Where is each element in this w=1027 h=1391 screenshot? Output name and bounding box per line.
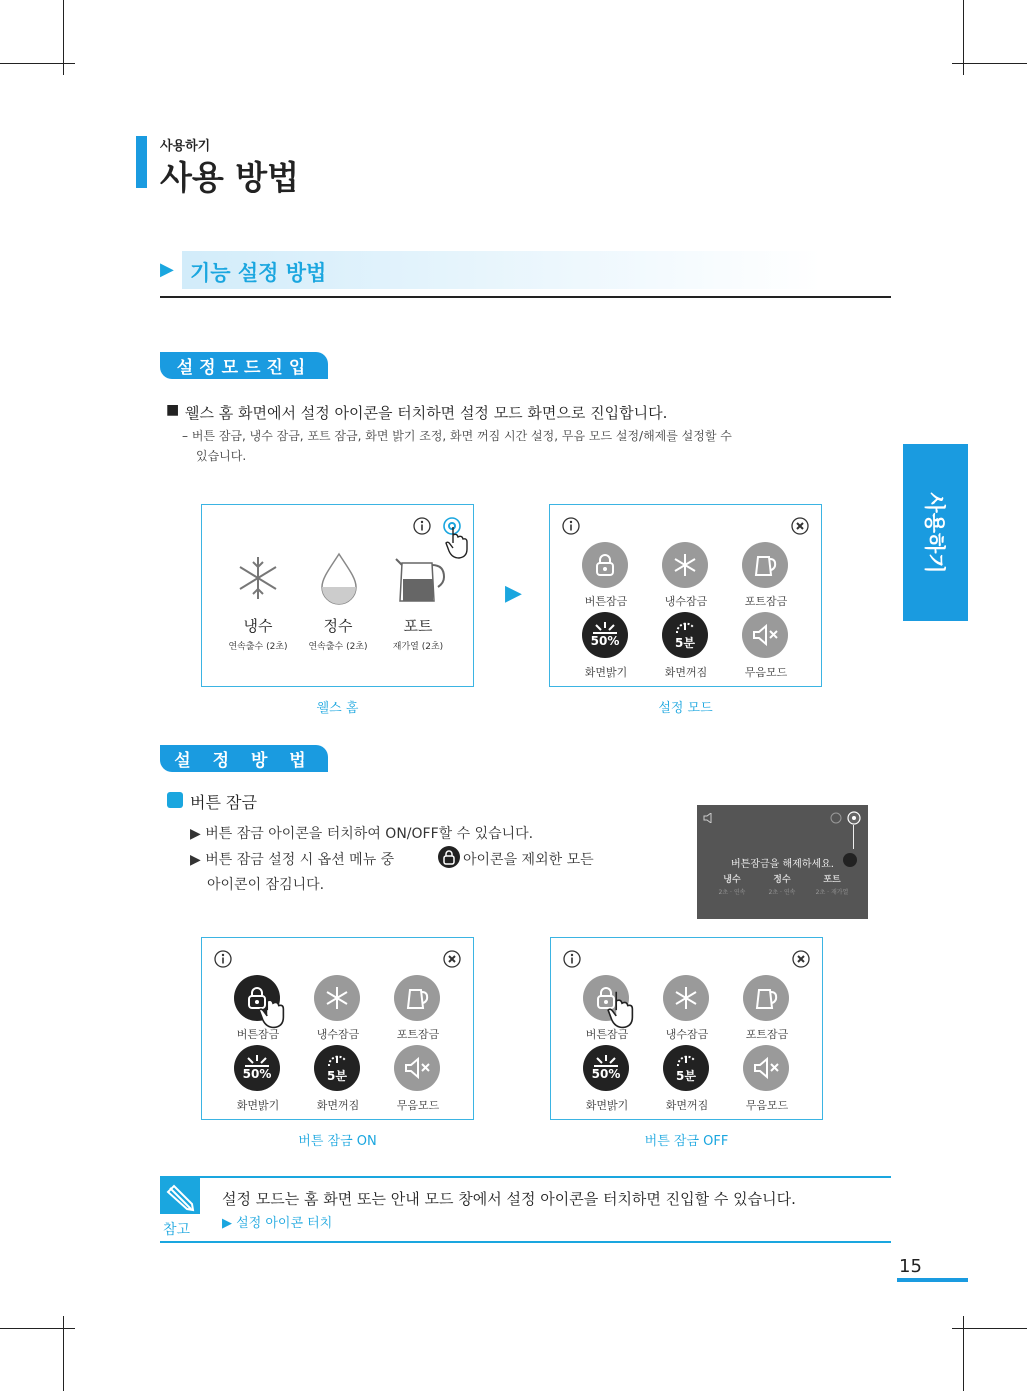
kettle-icon — [753, 985, 779, 1011]
lock-label: 버튼잠금 — [585, 1028, 629, 1041]
speaker-mute-icon — [403, 1056, 431, 1080]
home-item-cold-name: 냉수 — [243, 617, 273, 635]
lock-label: 버튼잠금 — [236, 1028, 280, 1041]
pot-lock-label: 포트잠금 — [745, 1028, 789, 1041]
page-number-bar — [897, 1278, 968, 1282]
home-item-cold-sub: 연속출수 (2초) — [228, 642, 288, 652]
cold-lock-label: 냉수잠금 — [664, 595, 708, 608]
screen-off-label: 화면꺼짐 — [664, 666, 708, 679]
dark-item-name: 냉수 — [723, 875, 741, 885]
pencil-icon — [160, 1178, 200, 1214]
note-bottom-rule — [160, 1241, 891, 1243]
note-sub: ▶ 설정 아이콘 터치 — [222, 1216, 333, 1231]
info-icon — [830, 812, 842, 824]
water-drop-icon — [318, 551, 360, 605]
header-category: 사용하기 — [160, 139, 211, 154]
snowflake-icon — [673, 985, 699, 1011]
crop-mark — [952, 63, 1027, 64]
note-text: 설정 모드는 홈 화면 또는 안내 모드 창에서 설정 아이콘을 터치하면 진입할 수 있습니다. — [222, 1190, 796, 1208]
lock-off-caption: 버튼 잠금 OFF — [644, 1134, 729, 1149]
info-icon[interactable] — [563, 950, 581, 968]
info-icon[interactable] — [413, 517, 431, 535]
lock-on-caption: 버튼 잠금 ON — [298, 1134, 377, 1149]
kettle-icon — [404, 985, 430, 1011]
lock-label: 버튼잠금 — [584, 595, 628, 608]
page-number: 15 — [899, 1256, 922, 1277]
brightness-label: 화면밝기 — [585, 1099, 629, 1112]
cold-lock-button[interactable] — [663, 975, 709, 1021]
screen-off-label: 화면꺼짐 — [316, 1099, 360, 1112]
pot-lock-button[interactable] — [743, 975, 789, 1021]
speaker-mute-icon — [752, 1056, 780, 1080]
settings-icon — [847, 811, 861, 825]
page-title: 사용 방법 — [160, 158, 300, 197]
hand-pointer-icon — [607, 988, 637, 1030]
header-accent-bar — [136, 136, 147, 188]
home-item-pot-name: 포트 — [403, 617, 433, 635]
enter-mode-sub-1: – 버튼 잠금, 냉수 잠금, 포트 잠금, 화면 밝기 조정, 화면 꺼짐 시간 설정, 무음 모드 설정/해제를 설정할 수 — [182, 429, 732, 443]
mute-label: 무음모드 — [744, 666, 788, 679]
cold-lock-label: 냉수잠금 — [316, 1028, 360, 1041]
close-icon[interactable] — [791, 517, 809, 535]
screen-off-label: 화면꺼짐 — [665, 1099, 709, 1112]
kettle-icon — [394, 551, 450, 605]
locked-screen-preview — [697, 805, 868, 919]
settings-screen — [549, 504, 822, 687]
brightness-button[interactable] — [583, 1045, 629, 1091]
brightness-label: 화면밝기 — [584, 666, 628, 679]
screen-off-value: 5분 — [676, 1068, 696, 1083]
sun-icon — [594, 1055, 618, 1067]
home-caption: 웰스 홈 — [316, 701, 359, 716]
mute-button[interactable] — [743, 1045, 789, 1091]
kettle-icon — [752, 552, 778, 578]
timer-icon — [675, 1053, 697, 1067]
brightness-value: 50% — [590, 634, 620, 648]
screen-off-button[interactable] — [662, 612, 708, 658]
crop-mark — [952, 1328, 1027, 1329]
sun-icon — [245, 1055, 269, 1067]
screen-off-value: 5분 — [675, 635, 695, 650]
brightness-button[interactable] — [582, 612, 628, 658]
arrow-right-icon: ▶ — [505, 581, 522, 606]
method-pill: 설 정 방 법 — [160, 745, 328, 772]
unlock-message: 버튼잠금을 해제하세요. — [731, 859, 834, 870]
note-label: 참고 — [163, 1222, 191, 1238]
pointer-line — [853, 825, 854, 849]
enter-mode-pill: 설정모드진입 — [160, 352, 328, 379]
snowflake-icon — [324, 985, 350, 1011]
pot-lock-label: 포트잠금 — [744, 595, 788, 608]
button-lock-line2a: ▶ 버튼 잠금 설정 시 옵션 메뉴 중 — [190, 852, 395, 868]
snowflake-icon — [672, 552, 698, 578]
section-divider — [160, 296, 891, 298]
hand-pointer-icon — [258, 988, 288, 1030]
enter-mode-text: 웰스 홈 화면에서 설정 아이콘을 터치하면 설정 모드 화면으로 진입합니다. — [185, 404, 668, 422]
mute-button[interactable] — [394, 1045, 440, 1091]
screen-off-button[interactable] — [663, 1045, 709, 1091]
button-lock-heading: 버튼 잠금 — [190, 793, 257, 812]
section-title: 기능 설정 방법 — [190, 261, 327, 285]
button-lock-line3: 아이콘이 잠김니다. — [207, 877, 325, 893]
screen-off-button[interactable] — [314, 1045, 360, 1091]
info-icon[interactable] — [214, 950, 232, 968]
brightness-value: 50% — [242, 1067, 272, 1081]
enter-mode-sub-2: 있습니다. — [196, 449, 247, 463]
crop-mark — [0, 63, 75, 64]
speaker-mute-icon — [751, 623, 779, 647]
mute-label: 무음모드 — [396, 1099, 440, 1112]
cold-lock-button[interactable] — [662, 542, 708, 588]
dark-item-sub: 2초 · 연속 — [718, 889, 746, 896]
timer-icon — [326, 1053, 348, 1067]
close-icon[interactable] — [443, 950, 461, 968]
dark-item-sub: 2초 · 재가열 — [815, 889, 849, 896]
mute-label: 무음모드 — [745, 1099, 789, 1112]
brightness-button[interactable] — [234, 1045, 280, 1091]
speaker-icon — [703, 813, 715, 823]
sun-icon — [593, 622, 617, 634]
cold-lock-button[interactable] — [314, 975, 360, 1021]
mute-button[interactable] — [742, 612, 788, 658]
note-top-rule — [160, 1176, 891, 1178]
snowflake-icon — [233, 553, 283, 603]
dark-item-sub: 2초 · 연속 — [768, 889, 796, 896]
bullet-square: ■ — [166, 402, 180, 418]
dark-item-name: 정수 — [773, 875, 791, 885]
section-arrow-icon: ▶ — [160, 259, 174, 280]
lock-icon — [592, 552, 618, 578]
home-item-pure-sub: 연속출수 (2초) — [308, 642, 368, 652]
pot-lock-label: 포트잠금 — [396, 1028, 440, 1041]
pot-lock-button[interactable] — [742, 542, 788, 588]
lock-off-screen — [550, 937, 823, 1120]
timer-icon — [674, 620, 696, 634]
button-lock-line1: ▶ 버튼 잠금 아이콘을 터치하여 ON/OFF할 수 있습니다. — [190, 826, 534, 842]
pot-lock-button[interactable] — [394, 975, 440, 1021]
home-item-pure-name: 정수 — [323, 617, 353, 635]
lock-button[interactable] — [582, 542, 628, 588]
info-icon[interactable] — [562, 517, 580, 535]
lock-on-screen — [201, 937, 474, 1120]
heading-square-icon — [167, 792, 183, 808]
brightness-label: 화면밝기 — [236, 1099, 280, 1112]
close-icon[interactable] — [792, 950, 810, 968]
cold-lock-label: 냉수잠금 — [665, 1028, 709, 1041]
dark-item-name: 포트 — [823, 875, 841, 885]
screen-off-value: 5분 — [327, 1068, 347, 1083]
settings-caption: 설정 모드 — [658, 701, 713, 716]
crop-mark — [0, 1328, 75, 1329]
side-tab — [903, 444, 968, 621]
button-lock-line2b: 아이콘을 제외한 모든 — [463, 852, 594, 868]
side-tab-label: 사용하기 — [922, 491, 947, 574]
home-item-pot-sub: 재가열 (2초) — [392, 642, 444, 652]
inline-lock-icon — [438, 846, 460, 868]
brightness-value: 50% — [591, 1067, 621, 1081]
note-icon-box — [160, 1178, 200, 1214]
home-screen — [201, 504, 474, 687]
